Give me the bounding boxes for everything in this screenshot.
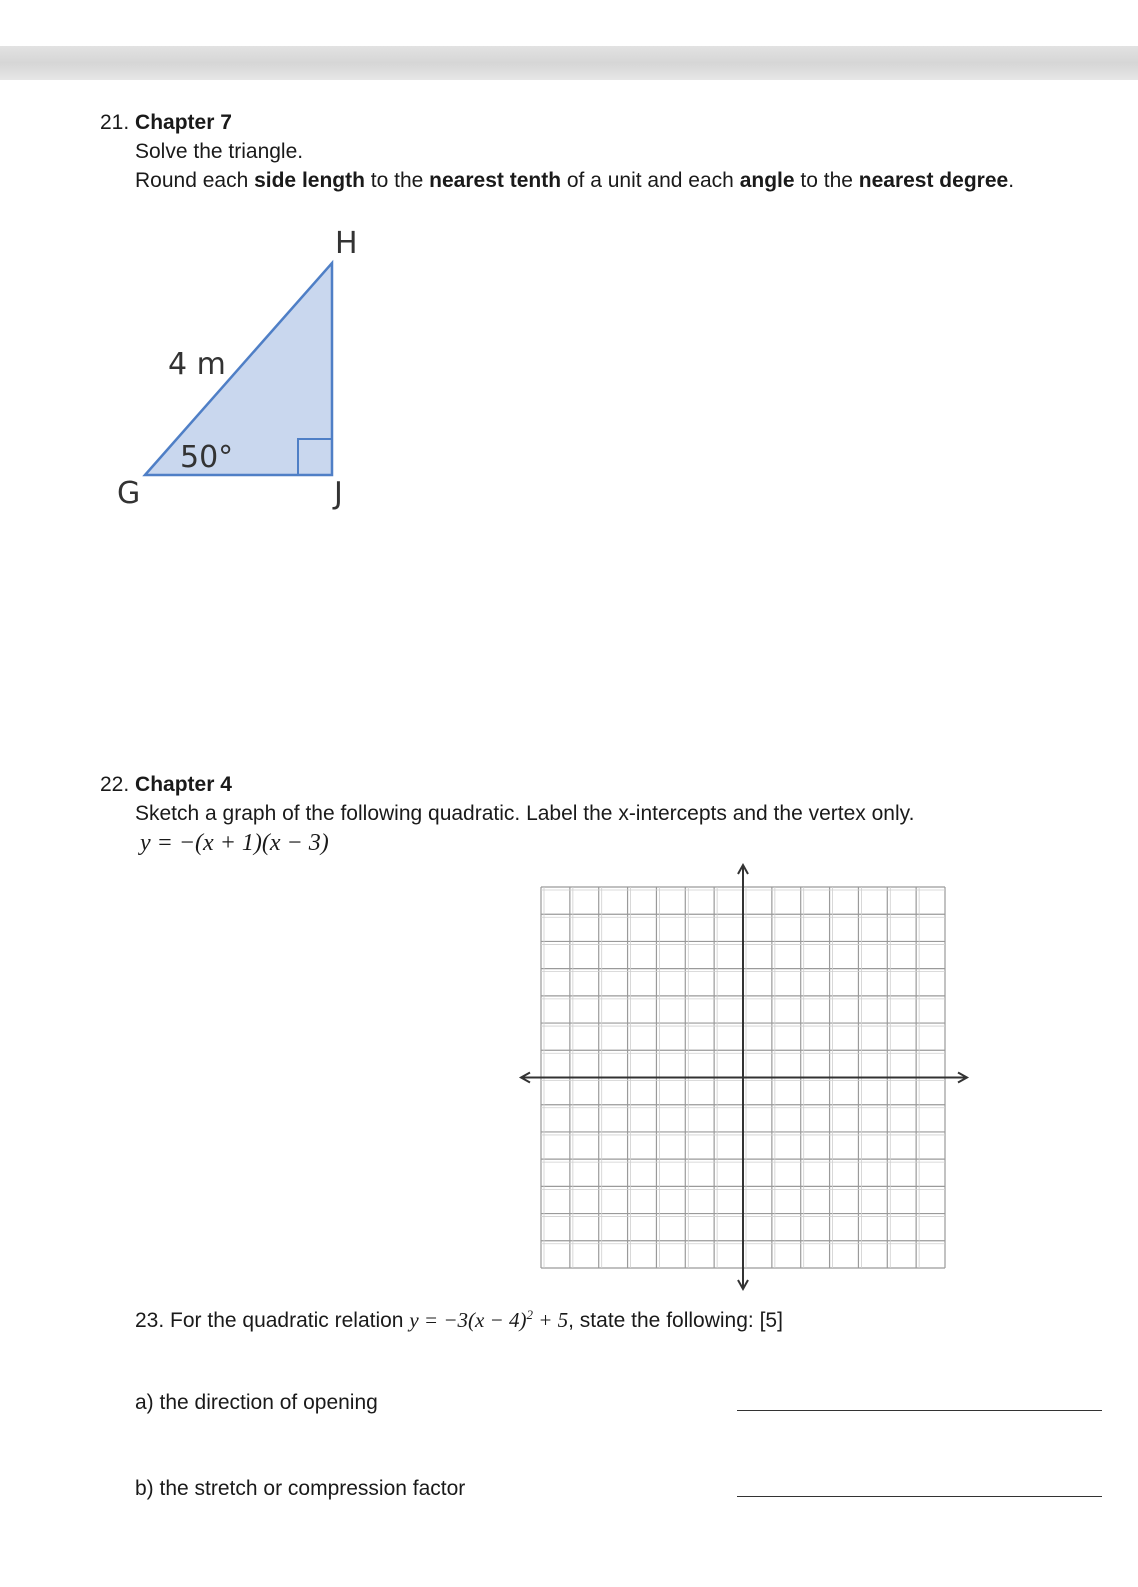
question-23-equation	[409, 1308, 568, 1332]
question-21-chapter: Chapter 7	[135, 111, 232, 134]
angle-label: 50°	[180, 440, 234, 475]
vertex-label-h: H	[335, 226, 358, 261]
question-23-suffix: , state the following: [5]	[568, 1309, 783, 1332]
equation-tail: + 5	[532, 1308, 569, 1332]
vertex-label-g: G	[117, 476, 141, 511]
question-21-instruction-2	[135, 168, 1014, 194]
vertex-label-j: J	[334, 476, 343, 511]
side-length-label: 4 m	[168, 347, 226, 382]
instruction-text: Round each	[135, 169, 255, 192]
question-22-heading	[100, 772, 232, 798]
question-23-part-b: b) the stretch or compression factor	[135, 1477, 466, 1500]
question-21-number: 21.	[100, 111, 130, 134]
answer-blank-b[interactable]	[737, 1496, 1102, 1497]
answer-blank-a[interactable]	[737, 1410, 1102, 1411]
instruction-text: to the	[364, 169, 430, 192]
equation-exponent: 2	[526, 1307, 533, 1322]
question-22-equation: y = −(x + 1)(x − 3)	[140, 830, 329, 856]
instruction-bold: side length	[254, 169, 365, 192]
question-23-part-a: a) the direction of opening	[135, 1391, 378, 1414]
question-22-number: 22.	[100, 773, 130, 796]
top-banner	[0, 46, 1138, 80]
instruction-text: of a unit and each	[561, 169, 740, 192]
coordinate-grid[interactable]	[510, 860, 980, 1295]
instruction-bold: nearest degree	[858, 169, 1009, 192]
question-22-instruction: Sketch a graph of the following quadratic. Label the x-intercepts and the vertex only.	[135, 802, 915, 825]
instruction-text: .	[1008, 169, 1015, 192]
question-23-prompt	[135, 1302, 783, 1334]
instruction-bold: nearest tenth	[429, 169, 562, 192]
triangle-diagram	[100, 215, 380, 515]
question-21-heading	[100, 110, 232, 136]
question-22-chapter: Chapter 4	[135, 773, 232, 796]
question-23-prefix: 23. For the quadratic relation	[135, 1309, 410, 1332]
question-21-instruction-1: Solve the triangle.	[135, 140, 304, 163]
instruction-text: to the	[794, 169, 859, 192]
equation-main: y = −3(x − 4)	[409, 1308, 527, 1332]
instruction-bold: angle	[739, 169, 795, 192]
